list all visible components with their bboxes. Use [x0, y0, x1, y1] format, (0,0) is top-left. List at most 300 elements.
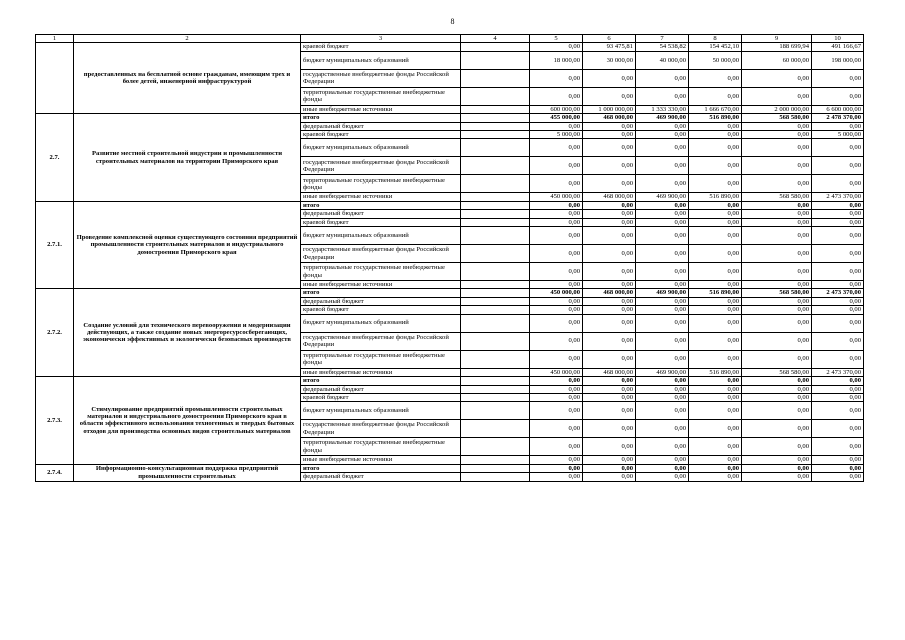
year-value: 469 900,00 [636, 114, 689, 122]
year-value: 0,00 [636, 385, 689, 393]
year-value: 0,00 [742, 218, 812, 226]
year-value: 0,00 [530, 245, 583, 263]
total-value: 0,00 [812, 393, 864, 401]
total-value: 0,00 [812, 69, 864, 87]
funding-source: федеральный бюджет [301, 473, 461, 481]
year-value: 0,00 [689, 350, 742, 368]
year-value: 1 666 670,00 [689, 105, 742, 113]
empty-cell [461, 297, 530, 305]
total-value: 198 000,00 [812, 51, 864, 69]
year-value: 0,00 [689, 456, 742, 464]
empty-cell [461, 332, 530, 350]
total-value: 0,00 [812, 350, 864, 368]
year-value: 1 333 330,00 [636, 105, 689, 113]
year-value: 0,00 [636, 87, 689, 105]
year-value: 0,00 [689, 438, 742, 456]
year-value: 0,00 [583, 456, 636, 464]
year-value: 0,00 [583, 332, 636, 350]
table-row [36, 377, 864, 385]
empty-cell [461, 210, 530, 218]
year-value: 0,00 [742, 473, 812, 481]
year-value: 0,00 [689, 402, 742, 420]
header-cell: 6 [583, 35, 636, 43]
year-value: 0,00 [636, 402, 689, 420]
item-title: предоставленных на бесплатной основе гражданам, имеющим трех и более детей, инженерной инфраструктурой [74, 43, 301, 114]
table-row [36, 114, 864, 122]
funding-source: бюджет муниципальных образований [301, 51, 461, 69]
year-value: 0,00 [636, 210, 689, 218]
year-value: 468 000,00 [583, 289, 636, 297]
total-value: 0,00 [812, 122, 864, 130]
year-value: 0,00 [583, 175, 636, 193]
year-value: 0,00 [583, 263, 636, 281]
year-value: 0,00 [636, 281, 689, 289]
year-value: 0,00 [636, 131, 689, 139]
funding-source: государственные внебюджетные фонды Российской Федерации [301, 420, 461, 438]
year-value: 0,00 [689, 131, 742, 139]
year-value: 0,00 [636, 393, 689, 401]
funding-source: бюджет муниципальных образований [301, 227, 461, 245]
year-value: 0,00 [742, 456, 812, 464]
year-value: 0,00 [689, 393, 742, 401]
year-value: 18 000,00 [530, 51, 583, 69]
year-value: 0,00 [530, 306, 583, 314]
year-value: 0,00 [742, 385, 812, 393]
year-value: 600 000,00 [530, 105, 583, 113]
year-value: 468 000,00 [583, 193, 636, 201]
year-value: 2 000 000,00 [742, 105, 812, 113]
item-code: 2.7.1. [36, 201, 74, 289]
funding-source: территориальные государственные внебюджетные фонды [301, 175, 461, 193]
year-value: 0,00 [530, 210, 583, 218]
year-value: 0,00 [583, 281, 636, 289]
year-value: 93 475,81 [583, 43, 636, 51]
year-value: 0,00 [530, 456, 583, 464]
empty-cell [461, 245, 530, 263]
year-value: 0,00 [636, 306, 689, 314]
item-title: Проведение комплексной оценки существующего состояния предприятий промышленности строительных материалов и индустриального домостроения Приморского края [74, 201, 301, 289]
year-value: 0,00 [530, 175, 583, 193]
year-value: 0,00 [583, 139, 636, 157]
header-cell: 3 [301, 35, 461, 43]
empty-cell [461, 402, 530, 420]
year-value: 0,00 [742, 175, 812, 193]
item-code: 2.7. [36, 114, 74, 202]
empty-cell [461, 157, 530, 175]
total-value: 0,00 [812, 175, 864, 193]
year-value: 0,00 [636, 201, 689, 209]
funding-source: краевой бюджет [301, 393, 461, 401]
empty-cell [461, 289, 530, 297]
funding-source: иные внебюджетные источники [301, 281, 461, 289]
year-value: 469 900,00 [636, 368, 689, 376]
year-value: 0,00 [530, 420, 583, 438]
total-value: 2 473 370,00 [812, 289, 864, 297]
empty-cell [461, 420, 530, 438]
year-value: 0,00 [530, 139, 583, 157]
item-code: 2.7.2. [36, 289, 74, 377]
funding-source: краевой бюджет [301, 131, 461, 139]
funding-source: итого [301, 377, 461, 385]
funding-source: итого [301, 464, 461, 472]
year-value: 0,00 [636, 438, 689, 456]
year-value: 0,00 [636, 420, 689, 438]
year-value: 0,00 [583, 297, 636, 305]
empty-cell [461, 201, 530, 209]
item-title: Развитие местной строительной индустрии и промышленности строительных материалов на территории Приморского края [74, 114, 301, 202]
year-value: 0,00 [742, 332, 812, 350]
year-value: 0,00 [530, 350, 583, 368]
year-value: 0,00 [530, 281, 583, 289]
year-value: 0,00 [689, 227, 742, 245]
year-value: 0,00 [636, 473, 689, 481]
year-value: 0,00 [636, 456, 689, 464]
total-value: 0,00 [812, 314, 864, 332]
empty-cell [461, 105, 530, 113]
year-value: 568 580,00 [742, 114, 812, 122]
year-value: 0,00 [636, 263, 689, 281]
year-value: 0,00 [583, 210, 636, 218]
year-value: 450 000,00 [530, 289, 583, 297]
total-value: 0,00 [812, 245, 864, 263]
year-value: 0,00 [530, 377, 583, 385]
funding-source: итого [301, 114, 461, 122]
funding-source: государственные внебюджетные фонды Российской Федерации [301, 157, 461, 175]
year-value: 0,00 [742, 377, 812, 385]
total-value: 0,00 [812, 385, 864, 393]
year-value: 60 000,00 [742, 51, 812, 69]
year-value: 0,00 [636, 350, 689, 368]
year-value: 0,00 [742, 464, 812, 472]
year-value: 455 000,00 [530, 114, 583, 122]
funding-source: краевой бюджет [301, 218, 461, 226]
year-value: 468 000,00 [583, 368, 636, 376]
year-value: 0,00 [583, 306, 636, 314]
year-value: 0,00 [689, 245, 742, 263]
total-value: 0,00 [812, 263, 864, 281]
funding-source: государственные внебюджетные фонды Российской Федерации [301, 69, 461, 87]
year-value: 0,00 [636, 218, 689, 226]
empty-cell [461, 263, 530, 281]
year-value: 0,00 [689, 69, 742, 87]
funding-source: федеральный бюджет [301, 210, 461, 218]
empty-cell [461, 227, 530, 245]
year-value: 0,00 [742, 314, 812, 332]
empty-cell [461, 114, 530, 122]
year-value: 50 000,00 [689, 51, 742, 69]
empty-cell [461, 193, 530, 201]
header-cell: 5 [530, 35, 583, 43]
year-value: 0,00 [530, 87, 583, 105]
year-value: 1 000 000,00 [583, 105, 636, 113]
empty-cell [461, 350, 530, 368]
year-value: 0,00 [689, 139, 742, 157]
year-value: 0,00 [583, 218, 636, 226]
total-value: 0,00 [812, 306, 864, 314]
empty-cell [461, 281, 530, 289]
year-value: 0,00 [689, 201, 742, 209]
total-value: 2 473 370,00 [812, 193, 864, 201]
year-value: 0,00 [742, 131, 812, 139]
header-cell: 8 [689, 35, 742, 43]
empty-cell [461, 306, 530, 314]
funding-source: иные внебюджетные источники [301, 368, 461, 376]
year-value: 40 000,00 [636, 51, 689, 69]
funding-source: территориальные государственные внебюджетные фонды [301, 87, 461, 105]
total-value: 0,00 [812, 297, 864, 305]
year-value: 0,00 [742, 281, 812, 289]
year-value: 0,00 [742, 87, 812, 105]
total-value: 491 166,67 [812, 43, 864, 51]
item-title: Создание условий для технического перевооружения и модернизации действующих, а также создание новых энергоресурсосберегающих, экономически эффективных и экологически безопасных производств [74, 289, 301, 377]
total-value: 0,00 [812, 377, 864, 385]
funding-source: федеральный бюджет [301, 385, 461, 393]
total-value: 5 000,00 [812, 131, 864, 139]
header-cell: 10 [812, 35, 864, 43]
year-value: 568 580,00 [742, 193, 812, 201]
year-value: 54 538,82 [636, 43, 689, 51]
year-value: 468 000,00 [583, 114, 636, 122]
year-value: 0,00 [583, 473, 636, 481]
empty-cell [461, 473, 530, 481]
year-value: 0,00 [530, 314, 583, 332]
year-value: 469 900,00 [636, 193, 689, 201]
year-value: 0,00 [583, 157, 636, 175]
total-value: 0,00 [812, 420, 864, 438]
year-value: 0,00 [583, 393, 636, 401]
header-cell: 2 [74, 35, 301, 43]
year-value: 0,00 [530, 393, 583, 401]
funding-source: итого [301, 201, 461, 209]
year-value: 0,00 [583, 131, 636, 139]
year-value: 0,00 [689, 157, 742, 175]
year-value: 0,00 [583, 69, 636, 87]
empty-cell [461, 87, 530, 105]
empty-cell [461, 43, 530, 51]
total-value: 0,00 [812, 402, 864, 420]
table-row [36, 464, 864, 472]
total-value: 0,00 [812, 139, 864, 157]
year-value: 0,00 [583, 122, 636, 130]
total-value: 0,00 [812, 157, 864, 175]
year-value: 0,00 [689, 263, 742, 281]
year-value: 0,00 [689, 332, 742, 350]
year-value: 0,00 [689, 87, 742, 105]
year-value: 0,00 [742, 139, 812, 157]
year-value: 0,00 [530, 402, 583, 420]
year-value: 0,00 [636, 122, 689, 130]
empty-cell [461, 131, 530, 139]
total-value: 0,00 [812, 464, 864, 472]
year-value: 0,00 [742, 227, 812, 245]
year-value: 0,00 [530, 438, 583, 456]
funding-source: итого [301, 289, 461, 297]
item-code: 2.7.3. [36, 377, 74, 465]
year-value: 0,00 [530, 43, 583, 51]
funding-source: краевой бюджет [301, 43, 461, 51]
year-value: 188 699,94 [742, 43, 812, 51]
header-cell: 4 [461, 35, 530, 43]
table-row [36, 43, 864, 51]
funding-source: территориальные государственные внебюджетные фонды [301, 263, 461, 281]
item-code [36, 43, 74, 114]
total-value: 0,00 [812, 332, 864, 350]
funding-source: иные внебюджетные источники [301, 193, 461, 201]
year-value: 0,00 [689, 306, 742, 314]
year-value: 0,00 [636, 314, 689, 332]
total-value: 0,00 [812, 201, 864, 209]
year-value: 0,00 [583, 385, 636, 393]
year-value: 0,00 [583, 377, 636, 385]
year-value: 154 452,10 [689, 43, 742, 51]
year-value: 0,00 [530, 297, 583, 305]
year-value: 0,00 [583, 314, 636, 332]
year-value: 0,00 [636, 377, 689, 385]
year-value: 0,00 [689, 218, 742, 226]
funding-source: бюджет муниципальных образований [301, 314, 461, 332]
funding-source: территориальные государственные внебюджетные фонды [301, 438, 461, 456]
empty-cell [461, 393, 530, 401]
header-row [36, 35, 864, 43]
year-value: 0,00 [742, 402, 812, 420]
total-value: 0,00 [812, 438, 864, 456]
funding-source: бюджет муниципальных образований [301, 139, 461, 157]
funding-source: краевой бюджет [301, 306, 461, 314]
empty-cell [461, 69, 530, 87]
year-value: 0,00 [636, 245, 689, 263]
year-value: 450 000,00 [530, 368, 583, 376]
year-value: 0,00 [583, 87, 636, 105]
year-value: 0,00 [689, 175, 742, 193]
year-value: 0,00 [742, 245, 812, 263]
year-value: 0,00 [742, 420, 812, 438]
table-body [36, 35, 864, 482]
year-value: 0,00 [636, 139, 689, 157]
total-value: 0,00 [812, 210, 864, 218]
year-value: 0,00 [583, 438, 636, 456]
year-value: 0,00 [742, 306, 812, 314]
year-value: 0,00 [530, 385, 583, 393]
empty-cell [461, 368, 530, 376]
year-value: 30 000,00 [583, 51, 636, 69]
year-value: 0,00 [689, 297, 742, 305]
empty-cell [461, 456, 530, 464]
year-value: 0,00 [742, 438, 812, 456]
year-value: 0,00 [689, 385, 742, 393]
year-value: 0,00 [530, 218, 583, 226]
total-value: 0,00 [812, 473, 864, 481]
total-value: 0,00 [812, 281, 864, 289]
funding-source: государственные внебюджетные фонды Российской Федерации [301, 245, 461, 263]
page-number: 8 [450, 17, 455, 26]
year-value: 0,00 [583, 350, 636, 368]
table-row [36, 201, 864, 209]
year-value: 0,00 [636, 227, 689, 245]
total-value: 2 478 370,00 [812, 114, 864, 122]
year-value: 0,00 [636, 297, 689, 305]
total-value: 0,00 [812, 456, 864, 464]
budget-table [35, 34, 864, 482]
total-value: 2 473 370,00 [812, 368, 864, 376]
year-value: 0,00 [583, 227, 636, 245]
item-title: Стимулирование предприятий промышленности строительных материалов и индустриального домостроения Приморского края в области эффективного использования техногенных и твердых бытовых отходов для производства основных видов строительных материалов [74, 377, 301, 465]
year-value: 0,00 [742, 210, 812, 218]
empty-cell [461, 385, 530, 393]
empty-cell [461, 314, 530, 332]
year-value: 0,00 [689, 420, 742, 438]
year-value: 0,00 [636, 69, 689, 87]
year-value: 0,00 [742, 350, 812, 368]
year-value: 0,00 [530, 332, 583, 350]
year-value: 0,00 [636, 464, 689, 472]
empty-cell [461, 122, 530, 130]
header-cell: 9 [742, 35, 812, 43]
year-value: 516 890,00 [689, 368, 742, 376]
funding-source: территориальные государственные внебюджетные фонды [301, 350, 461, 368]
funding-source: иные внебюджетные источники [301, 105, 461, 113]
header-cell: 1 [36, 35, 74, 43]
year-value: 0,00 [689, 281, 742, 289]
year-value: 0,00 [636, 157, 689, 175]
total-value: 6 600 000,00 [812, 105, 864, 113]
year-value: 0,00 [742, 263, 812, 281]
year-value: 0,00 [583, 201, 636, 209]
year-value: 0,00 [689, 210, 742, 218]
year-value: 0,00 [583, 402, 636, 420]
year-value: 516 890,00 [689, 289, 742, 297]
year-value: 0,00 [583, 420, 636, 438]
year-value: 0,00 [742, 69, 812, 87]
empty-cell [461, 175, 530, 193]
total-value: 0,00 [812, 87, 864, 105]
empty-cell [461, 438, 530, 456]
year-value: 0,00 [530, 473, 583, 481]
year-value: 0,00 [742, 297, 812, 305]
year-value: 0,00 [530, 122, 583, 130]
year-value: 568 580,00 [742, 368, 812, 376]
year-value: 516 890,00 [689, 193, 742, 201]
empty-cell [461, 139, 530, 157]
empty-cell [461, 377, 530, 385]
item-title: Информационно-консультационная поддержка предприятий промышленности строительных [74, 464, 301, 481]
year-value: 516 890,00 [689, 114, 742, 122]
total-value: 0,00 [812, 218, 864, 226]
year-value: 0,00 [530, 157, 583, 175]
year-value: 0,00 [530, 263, 583, 281]
year-value: 5 000,00 [530, 131, 583, 139]
year-value: 0,00 [530, 201, 583, 209]
year-value: 0,00 [689, 122, 742, 130]
empty-cell [461, 51, 530, 69]
year-value: 0,00 [636, 332, 689, 350]
year-value: 0,00 [583, 464, 636, 472]
year-value: 0,00 [742, 201, 812, 209]
funding-source: федеральный бюджет [301, 297, 461, 305]
year-value: 0,00 [689, 473, 742, 481]
year-value: 450 000,00 [530, 193, 583, 201]
year-value: 0,00 [530, 227, 583, 245]
empty-cell [461, 218, 530, 226]
year-value: 0,00 [583, 245, 636, 263]
year-value: 0,00 [689, 464, 742, 472]
year-value: 0,00 [742, 157, 812, 175]
empty-cell [461, 464, 530, 472]
year-value: 568 580,00 [742, 289, 812, 297]
year-value: 0,00 [742, 122, 812, 130]
header-cell: 7 [636, 35, 689, 43]
year-value: 0,00 [689, 314, 742, 332]
total-value: 0,00 [812, 227, 864, 245]
